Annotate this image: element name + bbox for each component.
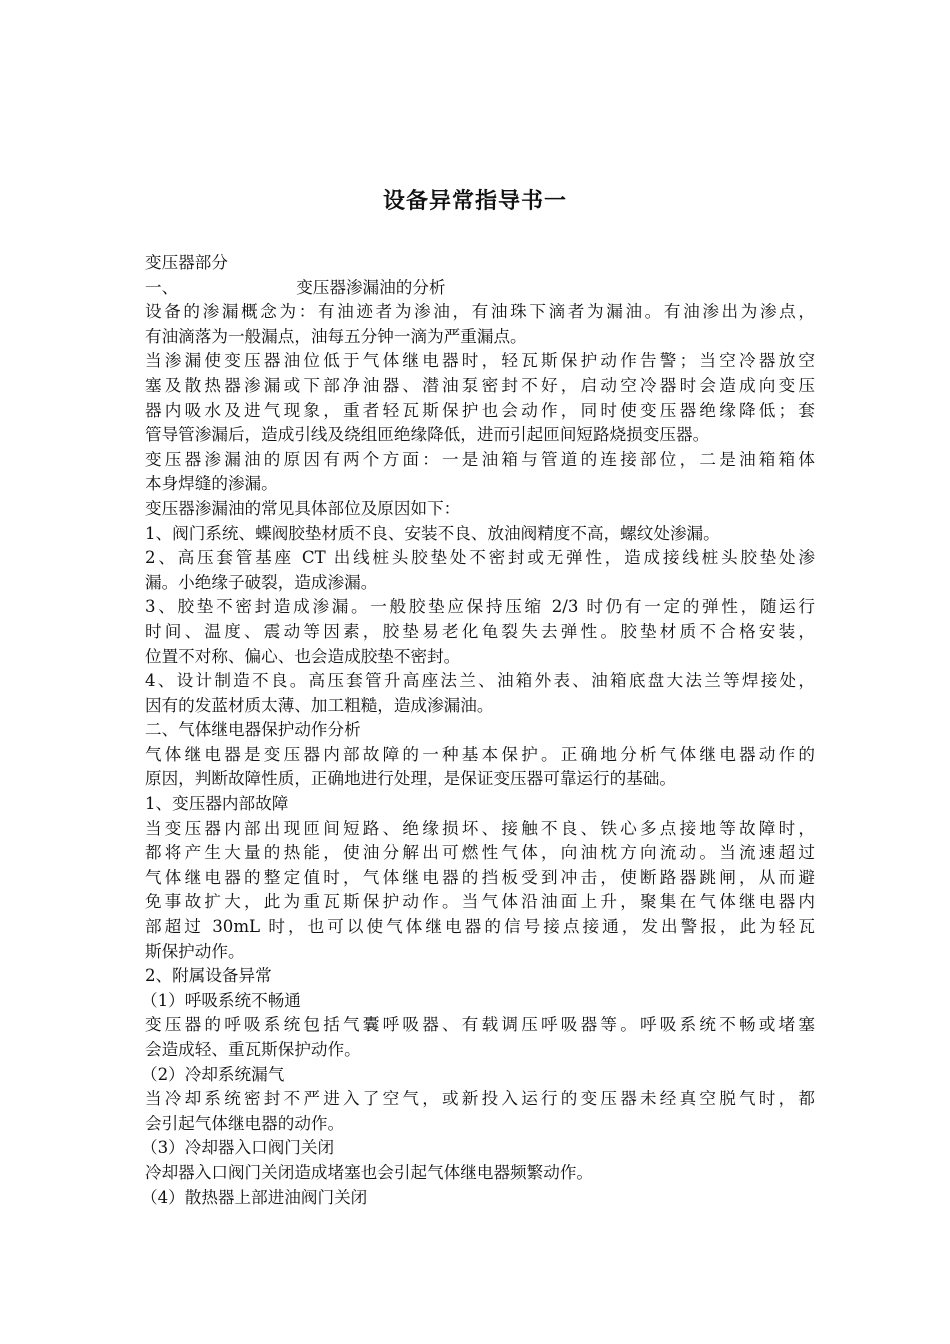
text-line: （3）冷却器入口阀门关闭: [141, 1138, 335, 1158]
text-line: 1、变压器内部故障: [145, 794, 289, 814]
text-line: 原因，判断故障性质，正确地进行处理，是保证变压器可靠运行的基础。: [145, 769, 676, 789]
text-line: 管导管渗漏后，造成引线及绕组匝绝缘降低，进而引起匝间短路烧损变压器。: [145, 425, 710, 445]
text-line: 塞及散热器渗漏或下部净油器、潜油泵密封不好，启动空冷器时会造成向变压: [145, 375, 815, 395]
text-line: 时间、温度、震动等因素，胶垫易老化龟裂失去弹性。胶垫材质不合格安装，: [145, 621, 815, 641]
text-line: 因有的发蓝材质太薄、加工粗糙，造成渗漏油。: [145, 695, 494, 715]
text-line: 当冷却系统密封不严进入了空气，或新投入运行的变压器未经真空脱气时，都: [145, 1089, 815, 1109]
text-line: 4、设计制造不良。高压套管升高座法兰、油箱外表、油箱底盘大法兰等焊接处，: [145, 671, 815, 691]
text-line: （1）呼吸系统不畅通: [141, 990, 301, 1010]
text-line: （4）散热器上部进油阀门关闭: [141, 1187, 368, 1207]
section-number: 一、: [145, 277, 179, 297]
text-line: 气体继电器是变压器内部故障的一种基本保护。正确地分析气体继电器动作的: [145, 744, 815, 764]
document-body: [141, 251, 815, 1210]
text-line: 变压器部分: [145, 253, 228, 272]
text-line: 冷却器入口阀门关闭造成堵塞也会引起气体继电器频繁动作。: [145, 1162, 594, 1182]
text-line: 本身焊缝的渗漏。: [145, 474, 278, 494]
text-line: 位置不对称、偏心、也会造成胶垫不密封。: [145, 646, 461, 666]
text-line: （2）冷却系统漏气: [141, 1064, 285, 1084]
text-line: 气体继电器的整定值时，气体继电器的挡板受到冲击，使断路器跳闸，从而避: [145, 867, 815, 887]
text-line: 2、高压套管基座 CT 出线桩头胶垫处不密封或无弹性，造成接线桩头胶垫处渗: [145, 548, 815, 568]
document-title: 设备异常指导书一: [382, 188, 567, 214]
text-line: 变压器渗漏油的常见具体部位及原因如下：: [145, 498, 461, 518]
text-line: 有油滴落为一般漏点，油每五分钟一滴为严重漏点。: [145, 326, 527, 346]
text-line: 3、胶垫不密封造成渗漏。一般胶垫应保持压缩 2/3 时仍有一定的弹性，随运行: [145, 597, 815, 617]
text-line: 当变压器内部出现匝间短路、绝缘损坏、接触不良、铁心多点接地等故障时，: [145, 818, 815, 838]
section-heading: 变压器渗漏油的分析: [296, 277, 446, 297]
text-line: 器内吸水及进气现象，重者轻瓦斯保护也会动作，同时使变压器绝缘降低；套: [145, 400, 815, 420]
text-line: 漏。小绝缘子破裂，造成渗漏。: [145, 572, 378, 592]
text-line: 当渗漏使变压器油位低于气体继电器时，轻瓦斯保护动作告警；当空冷器放空: [145, 351, 815, 371]
text-line: [145, 276, 815, 301]
text-line: 二、气体继电器保护动作分析: [145, 720, 361, 740]
text-line: 会造成轻、重瓦斯保护动作。: [145, 1040, 361, 1059]
text-line: 免事故扩大，此为重瓦斯保护动作。当气体沿油面上升，聚集在气体继电器内: [145, 892, 815, 912]
text-line: 1、阀门系统、蝶阀胶垫材质不良、安装不良、放油阀精度不高，螺纹处渗漏。: [145, 523, 720, 543]
text-line: 都将产生大量的热能，使油分解出可燃性气体，向油枕方向流动。当流速超过: [145, 843, 815, 863]
text-line: 变压器的呼吸系统包括气囊呼吸器、有载调压呼吸器等。呼吸系统不畅或堵塞: [145, 1015, 815, 1035]
text-line: 会引起气体继电器的动作。: [145, 1113, 345, 1133]
text-line: 斯保护动作。: [145, 941, 245, 961]
text-line: 设备的渗漏概念为：有油迹者为渗油，有油珠下滴者为漏油。有油渗出为渗点，: [145, 302, 815, 322]
text-line: 部超过 30mL 时，也可以使气体继电器的信号接点接通，发出警报，此为轻瓦: [145, 917, 815, 937]
text-line: 2、附属设备异常: [145, 966, 272, 986]
text-line: 变压器渗漏油的原因有两个方面：一是油箱与管道的连接部位，二是油箱箱体: [145, 449, 815, 469]
